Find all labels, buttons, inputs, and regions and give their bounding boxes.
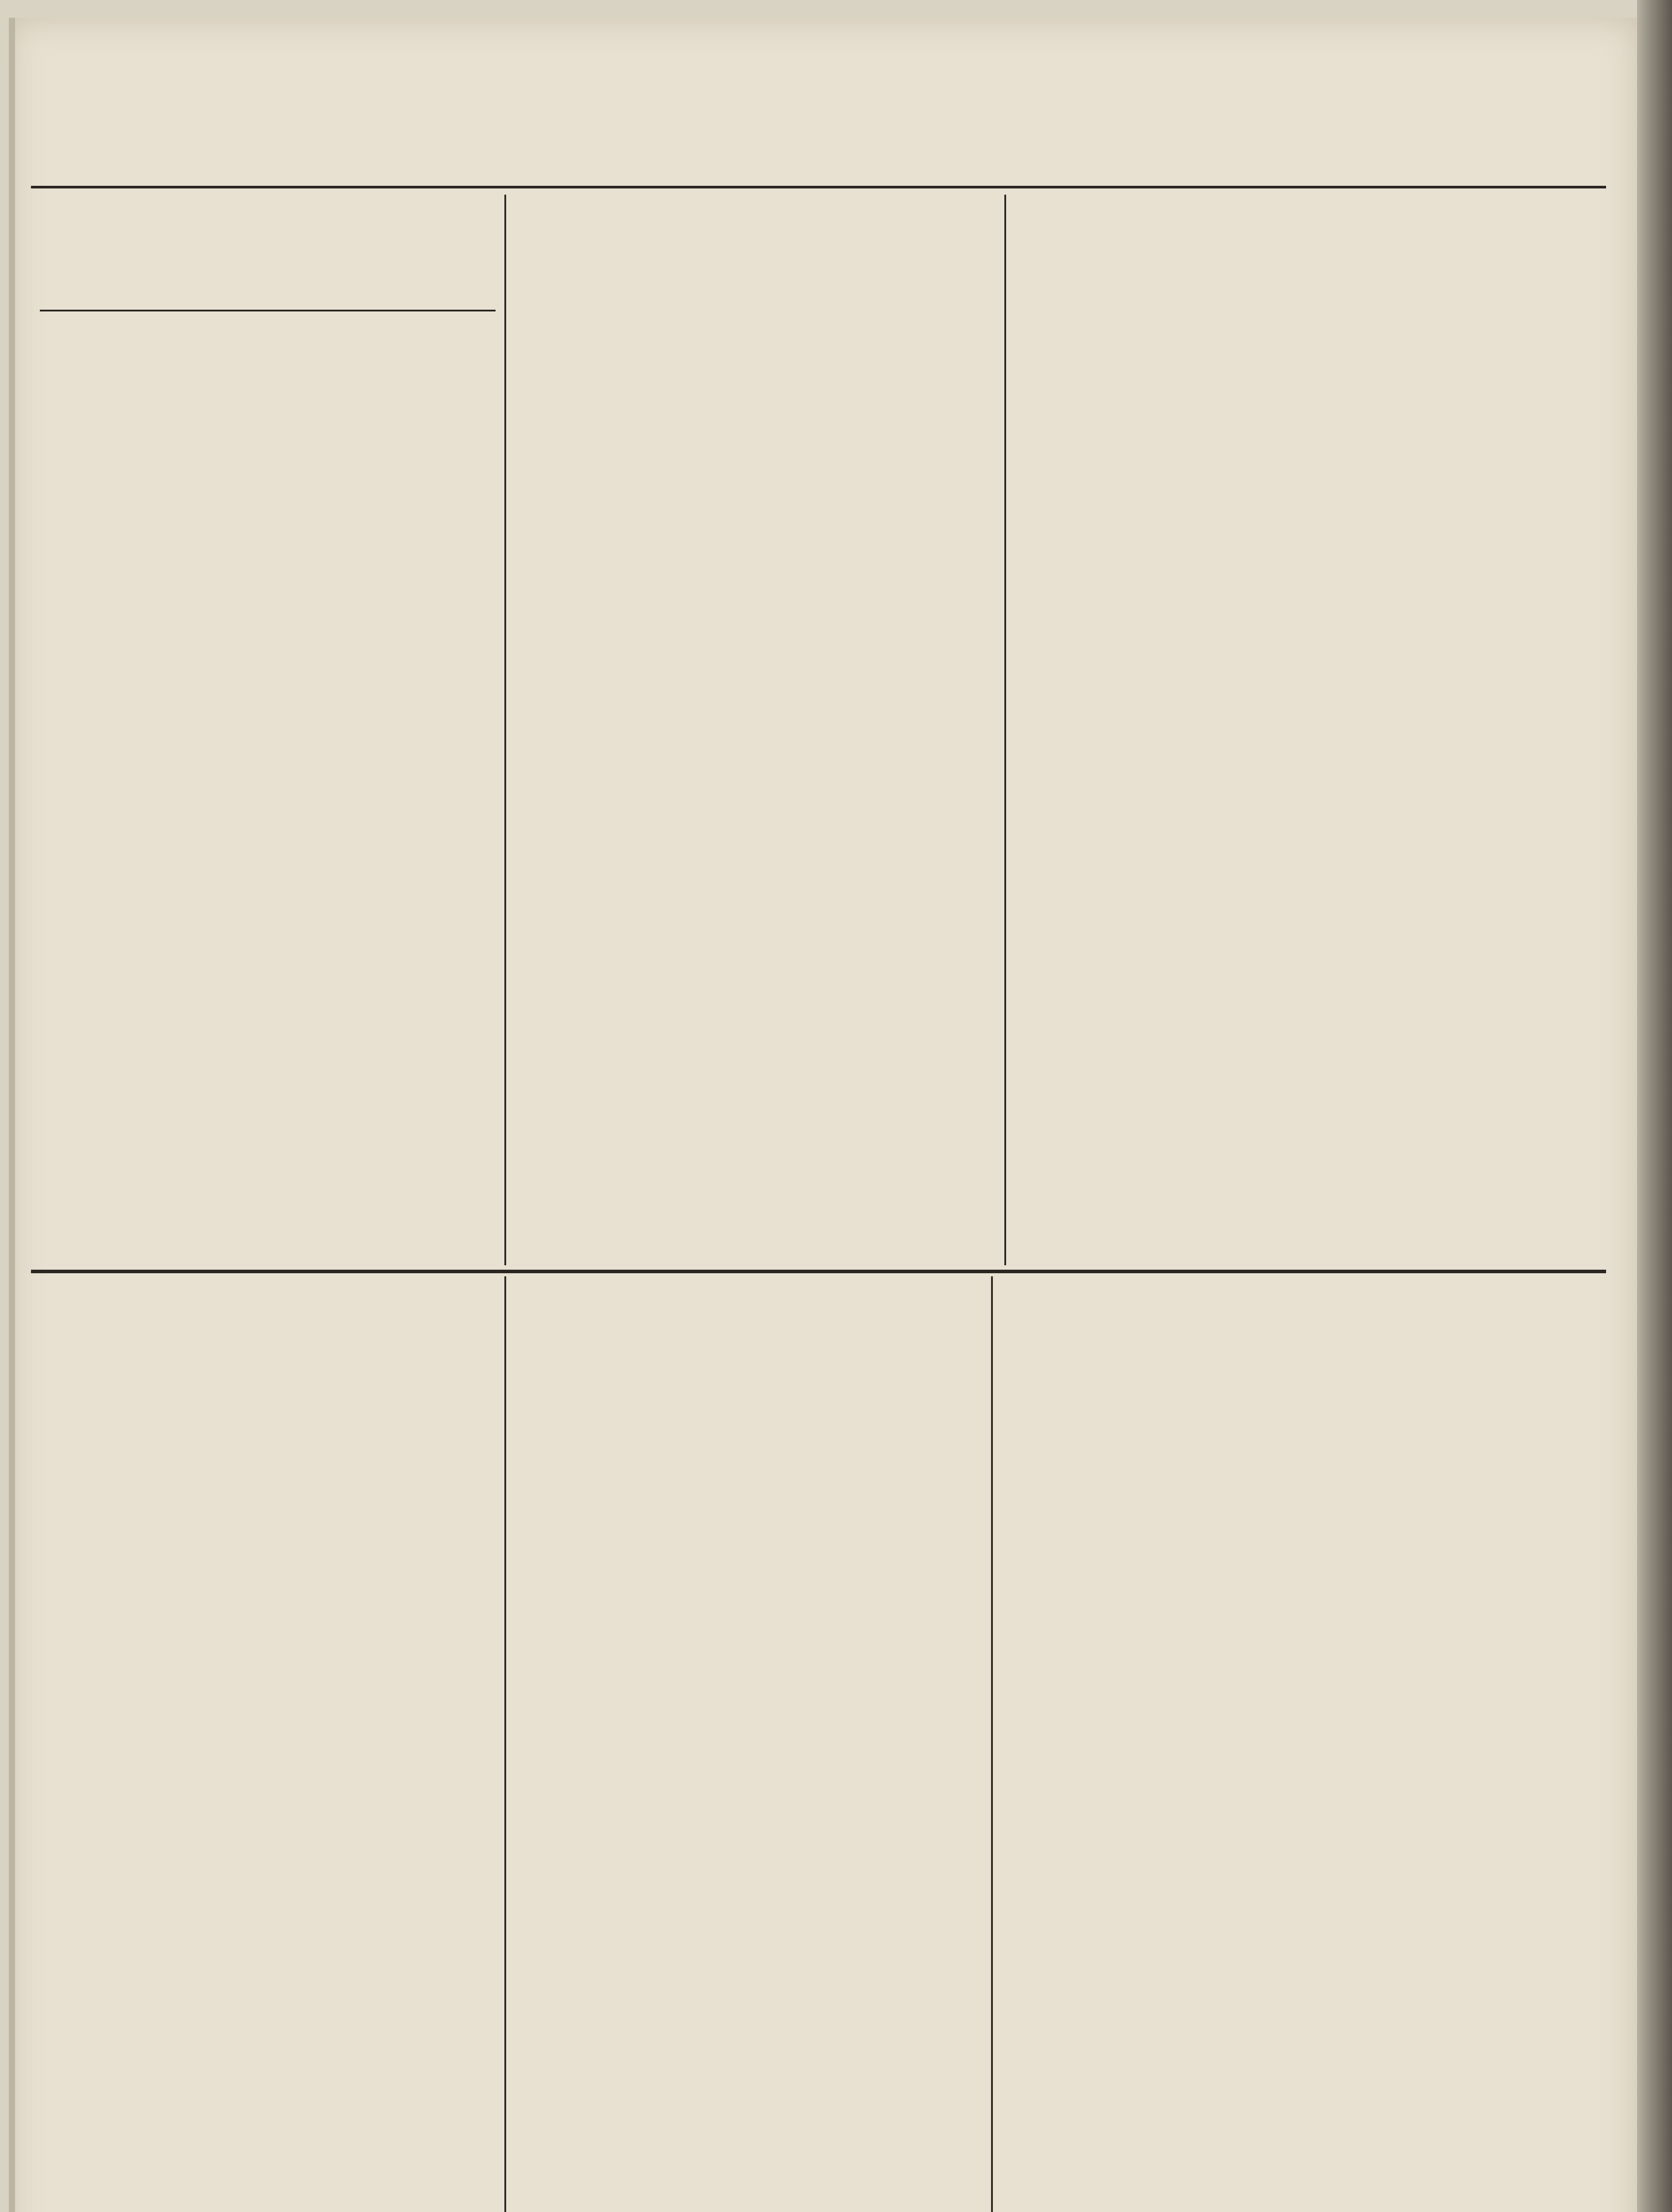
page-spine (9, 18, 15, 2212)
history-notes (40, 190, 491, 305)
masthead-rule (31, 186, 1606, 188)
reich-column (1015, 199, 1595, 1265)
novel-col2 (515, 1279, 980, 2212)
masthead-left (35, 84, 283, 88)
baptism-article-col2 (515, 195, 993, 1265)
masthead-right (1239, 84, 1602, 90)
novel-col1 (40, 1279, 491, 2212)
baptism-article-col1 (40, 316, 491, 1267)
column-rule (991, 1276, 993, 2212)
novel-col3 (1002, 1279, 1595, 2212)
page-edge (1637, 0, 1672, 2212)
column-rule (504, 1276, 506, 2212)
section-rule (40, 310, 496, 311)
feuilleton-rule (31, 1270, 1606, 1273)
column-rule (504, 195, 506, 1265)
column-rule (1004, 195, 1006, 1265)
